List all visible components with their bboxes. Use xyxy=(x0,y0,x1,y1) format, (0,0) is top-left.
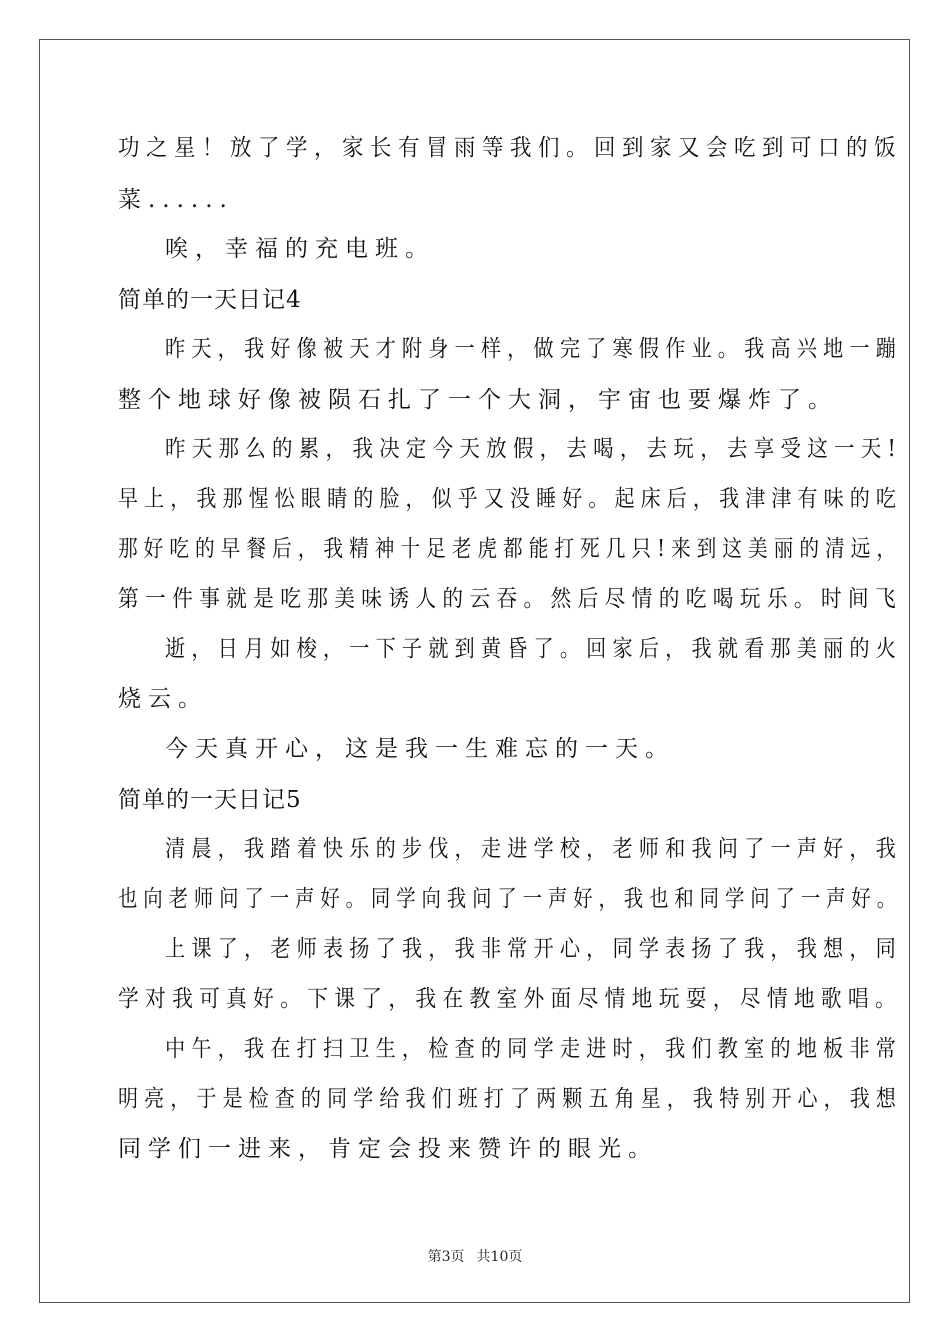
text-line: 第一件事就是吃那美味诱人的云吞。然后尽情的吃喝玩乐。时间飞 xyxy=(118,586,902,612)
text-line: 唉，幸福的充电班。 xyxy=(165,236,435,262)
text-line: 功之星！放了学，家长有冒雨等我们。回到家又会吃到可口的饭 xyxy=(118,135,902,161)
text-line: 上课了，老师表扬了我，我非常开心，同学表扬了我，我想，同 xyxy=(165,936,902,962)
text-line: 昨天那么的累，我决定今天放假，去喝，去玩，去享受这一天! xyxy=(165,436,902,462)
text-line: 中午，我在打扫卫生，检查的同学走进时，我们教室的地板非常 xyxy=(165,1036,902,1062)
text-line: 清晨，我踏着快乐的步伐，走进学校，老师和我问了一声好，我 xyxy=(165,836,902,862)
text-line: 同学们一进来，肯定会投来赞许的眼光。 xyxy=(118,1136,658,1162)
text-line: 也向老师问了一声好。同学向我问了一声好，我也和同学问了一声好。 xyxy=(118,886,902,912)
section-heading: 简单的一天日记4 xyxy=(118,287,302,313)
page-footer xyxy=(0,1248,950,1266)
text-line: 今天真开心，这是我一生难忘的一天。 xyxy=(165,736,675,762)
page-total: 共10页 xyxy=(476,1249,523,1265)
text-line: 烧云。 xyxy=(118,686,208,712)
page-number: 第3页 xyxy=(427,1249,465,1265)
text-line: 整个地球好像被陨石扎了一个大洞，宇宙也要爆炸了。 xyxy=(118,387,838,413)
text-line: 菜...... xyxy=(118,187,234,213)
section-heading: 简单的一天日记5 xyxy=(118,787,302,813)
text-line: 那好吃的早餐后，我精神十足老虎都能打死几只!来到这美丽的清远， xyxy=(118,536,902,562)
text-line: 昨天，我好像被天才附身一样，做完了寒假作业。我高兴地一蹦 xyxy=(165,336,902,362)
text-line: 逝，日月如梭，一下子就到黄昏了。回家后，我就看那美丽的火 xyxy=(165,636,902,662)
text-line: 学对我可真好。下课了，我在教室外面尽情地玩耍，尽情地歌唱。 xyxy=(118,986,902,1012)
text-line: 明亮，于是检查的同学给我们班打了两颗五角星，我特别开心，我想 xyxy=(118,1086,902,1112)
text-line: 早上，我那惺忪眼睛的脸，似乎又没睡好。起床后，我津津有味的吃 xyxy=(118,486,902,512)
